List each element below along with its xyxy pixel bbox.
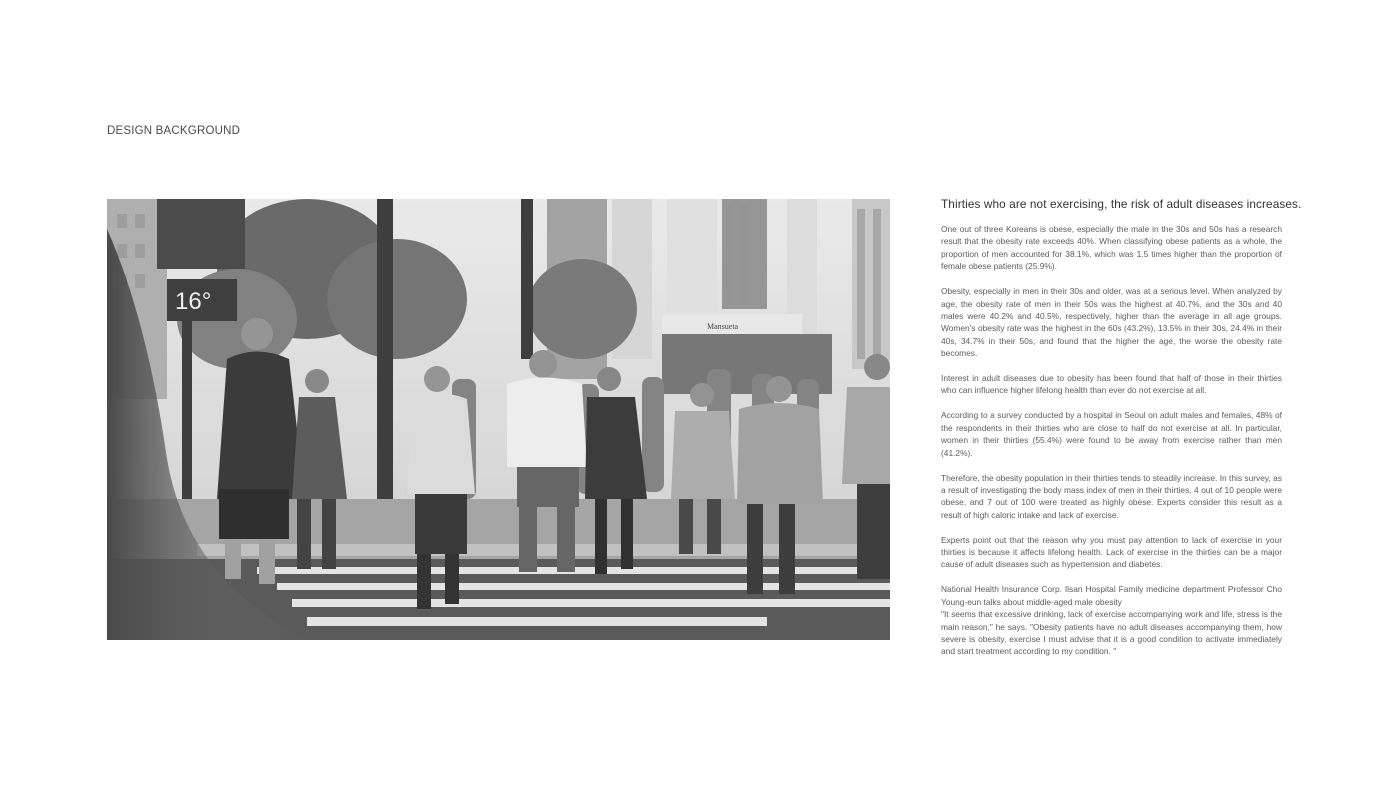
article-title: Thirties who are not exercising, the risk of adult diseases increases. <box>941 197 1302 211</box>
article-paragraph-4: According to a survey conducted by a hospital in Seoul on adult males and females, 48% of the respondents in their thirties who are close to half do not exercise at all. In particular, women in their thirties (55.4%) were found to be away from exercise rather than men (41.2%). <box>941 410 1282 458</box>
article-paragraph-5: Therefore, the obesity population in their thirties tends to steadily increase. In this survey, as a result of investigating the body mass index of men in their thirties, 4 out of 10 people were obese, and 7 out of 100 were treated as highly obese. Experts consider this result as a result of high caloric intake and lack of exercise. <box>941 472 1282 520</box>
temperature-text: 16° <box>175 288 212 315</box>
article <box>941 197 1302 670</box>
article-paragraph-6: Experts point out that the reason why you must pay attention to lack of exercise in your thirties is because it affects lifelong health. Lack of exercise in the thirties can be a major cause of adult diseases such as hypertension and diabetes. <box>941 534 1282 570</box>
article-paragraph-3: Interest in adult diseases due to obesity has been found that half of those in their thirties who can influence higher lifelong health than ever do not exercise at all. <box>941 373 1282 396</box>
article-paragraph-1: One out of three Koreans is obese, especially the male in the 30s and 50s has a research result that the obesity rate exceeds 40%. When classifying obese patients as a whole, the proportion of men accounted for 38.1%, which was 1.5 times higher than the proportion of female obese patients (25.9%). <box>941 224 1282 272</box>
article-credit: National Health Insurance Corp. Ilsan Hospital Family medicine department Professor Cho Young-eun talks about middle-aged male obesity <box>941 584 1282 607</box>
street-crossing-photo <box>107 199 890 640</box>
article-paragraph-2: Obesity, especially in men in their 30s and older, was at a serious level. When analyzed by age, the obesity rate of men in their 50s was the highest at 40.7%, and the 30s and 40 males were 40.2% and 40.5%, respectively, higher than the average in all age groups. Women's obesity rate was the highest in the 60s (43.2%), 13.5% in their 30s, 24.4% in their 40s, 34.7% in their 50s, and found that the higher the age, the worse the obesity rate becomes. <box>941 286 1282 359</box>
section-label: DESIGN BACKGROUND <box>107 125 241 137</box>
article-quote: "It seems that excessive drinking, lack of exercise accompanying work and life, stress is the main reason," he says. "Obesity patients have no adult diseases accompanying them, how severe is obesity, exercise I must advise that it is a good condition to activate immediately and start treatment according to my condition. " <box>941 609 1282 657</box>
kiosk-sign-text: Mansueta <box>707 322 739 331</box>
